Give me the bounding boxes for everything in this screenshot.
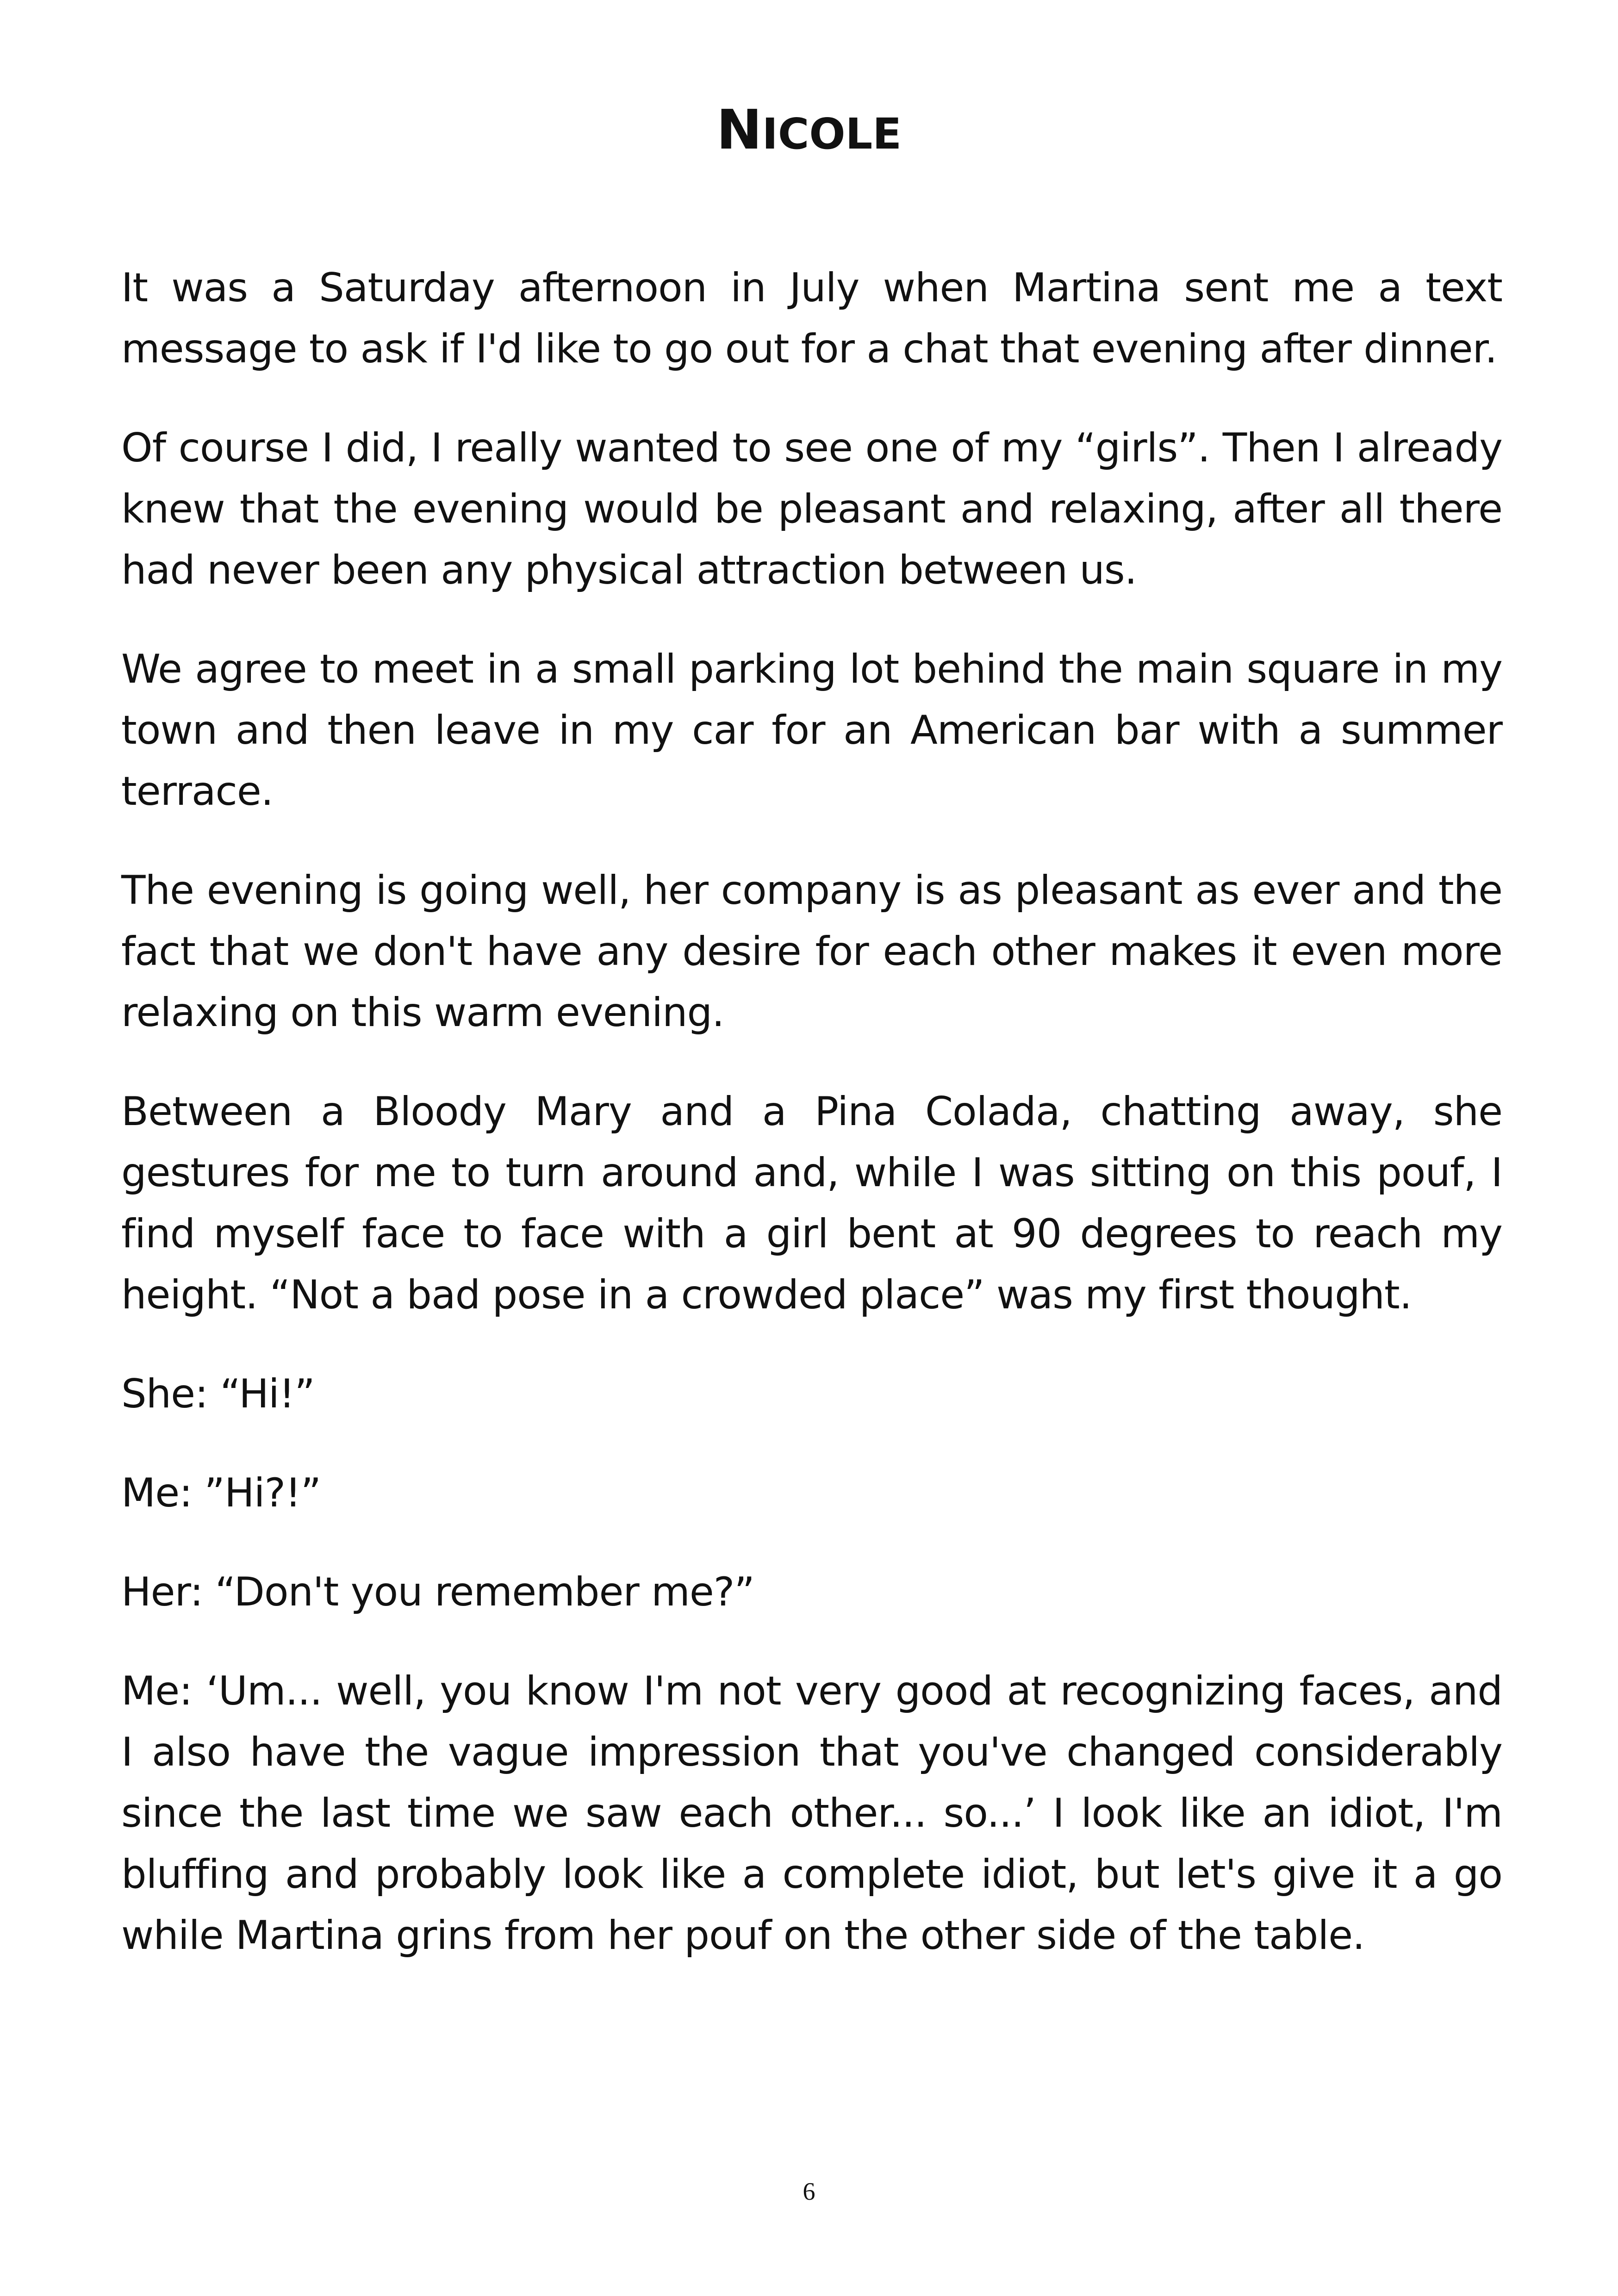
paragraph: Of course I did, I really wanted to see one of my “girls”. Then I already knew that the evening would be pleasant and relaxing, after all there had never been any physical attraction between us. xyxy=(121,425,1502,593)
paragraph: It was a Saturday afternoon in July when Martina sent me a text message to ask if I'd like to go out for a chat that evening after dinner. xyxy=(121,265,1502,372)
chapter-title-rest: ICOLE xyxy=(762,109,902,159)
paragraph: Her: “Don't you remember me?” xyxy=(121,1569,754,1615)
paragraph: The evening is going well, her company is as pleasant as ever and the fact that we don't have any desire for each other makes it even more relaxing on this warm evening. xyxy=(121,867,1502,1036)
page-number: 6 xyxy=(803,2178,815,2205)
body-text xyxy=(121,257,1502,2004)
paragraph: She: “Hi!” xyxy=(121,1371,315,1417)
paragraph: Me: ‘Um... well, you know I'm not very good at recognizing faces, and I also have the vague impression that you've changed considerably since the last time we saw each other... so...’ I look like an idiot, I'm bluffing and probably look like a complete idiot, but let's give it a go while Martina grins from her pouf on the other side of the table. xyxy=(121,1668,1502,1959)
paragraph: Me: ”Hi?!” xyxy=(121,1470,321,1516)
chapter-title xyxy=(0,93,1618,171)
chapter-title-initial: N xyxy=(716,98,762,162)
paragraph: Between a Bloody Mary and a Pina Colada, chatting away, she gestures for me to turn around and, while I was sitting on this pouf, I find myself face to face with a girl bent at 90 degrees to reach my height. “Not a bad pose in a crowded place” was my first thought. xyxy=(121,1089,1502,1318)
paragraph: We agree to meet in a small parking lot behind the main square in my town and then leave in my car for an American bar with a summer terrace. xyxy=(121,646,1502,815)
